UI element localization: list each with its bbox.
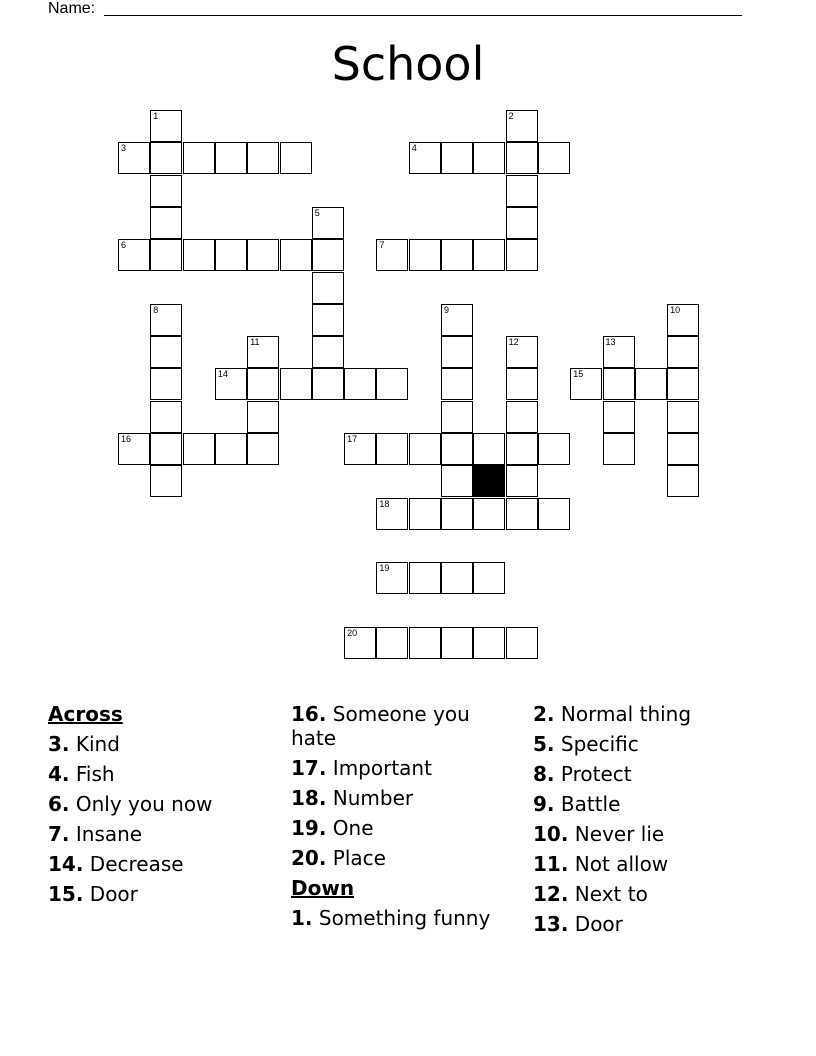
crossword-cell[interactable]: [603, 401, 635, 433]
clue-item: [291, 702, 516, 750]
crossword-cell[interactable]: [506, 627, 538, 659]
crossword-cell[interactable]: [506, 401, 538, 433]
crossword-cell[interactable]: [506, 433, 538, 465]
cell-number: 15: [573, 369, 584, 380]
clue-text: Door: [89, 882, 138, 906]
crossword-cell[interactable]: [409, 498, 441, 530]
clue-text: Never lie: [574, 822, 665, 846]
clue-text: Specific: [560, 732, 639, 756]
cell-number: 10: [670, 304, 681, 315]
crossword-cell[interactable]: [376, 627, 408, 659]
cell-number: 2: [508, 111, 514, 121]
crossword-cell[interactable]: [667, 368, 699, 400]
clue-item: [291, 756, 516, 780]
crossword-cell[interactable]: [376, 498, 408, 530]
cell-number: 5: [314, 207, 320, 218]
cell-number: 4: [411, 143, 417, 154]
cell-number: 11: [250, 337, 260, 348]
cell-number: 17: [347, 434, 358, 444]
clue-number: 8.: [533, 762, 555, 786]
crossword-cell[interactable]: [376, 433, 408, 465]
crossword-cell[interactable]: [473, 627, 505, 659]
cell-number: 18: [379, 498, 390, 509]
crossword-cell[interactable]: [150, 368, 182, 400]
name-label: Name:: [48, 0, 96, 17]
crossword-cell[interactable]: [506, 498, 538, 530]
crossword-cell[interactable]: [473, 498, 505, 530]
crossword-cell[interactable]: [312, 368, 344, 400]
clue-item: [291, 786, 516, 810]
cell-number: 20: [347, 627, 358, 638]
clue-item: [533, 732, 758, 756]
clue-number: 6.: [48, 792, 70, 816]
clue-number: 11.: [533, 852, 569, 876]
crossword-cell[interactable]: [183, 142, 215, 174]
crossword-cell[interactable]: [441, 142, 473, 174]
clue-item: [291, 846, 516, 870]
crossword-cell[interactable]: [441, 433, 473, 465]
clue-item: [48, 762, 273, 786]
crossword-cell[interactable]: [344, 627, 376, 659]
crossword-cell[interactable]: [506, 239, 538, 271]
crossword-cell[interactable]: [183, 433, 215, 465]
crossword-cell[interactable]: [247, 336, 279, 368]
clue-item: [533, 792, 758, 816]
clue-number: 19.: [291, 816, 327, 840]
crossword-cell[interactable]: [603, 433, 635, 465]
clue-item: [533, 882, 758, 906]
clue-text: One: [332, 816, 374, 840]
crossword-cell[interactable]: [150, 175, 182, 207]
cell-number: 19: [379, 563, 390, 574]
crossword-cell[interactable]: [150, 304, 182, 336]
clue-text: Door: [574, 912, 623, 936]
crossword-cell[interactable]: [150, 142, 182, 174]
crossword-cell[interactable]: [409, 562, 441, 594]
crossword-cell[interactable]: [215, 142, 247, 174]
crossword-cell[interactable]: [409, 142, 441, 174]
crossword-cell[interactable]: [667, 465, 699, 497]
clue-number: 9.: [533, 792, 555, 816]
down-heading: Down: [291, 876, 355, 900]
clue-text: Normal thing: [560, 702, 692, 726]
clue-number: 4.: [48, 762, 70, 786]
crossword-cell[interactable]: [667, 304, 699, 336]
crossword-cell[interactable]: [150, 239, 182, 271]
crossword-cell[interactable]: [441, 304, 473, 336]
crossword-cell[interactable]: [473, 562, 505, 594]
clue-item: [48, 792, 273, 816]
clue-text: Kind: [75, 732, 120, 756]
crossword-cell[interactable]: [441, 498, 473, 530]
clue-text: Only you now: [75, 792, 213, 816]
crossword-cell[interactable]: [603, 336, 635, 368]
clue-number: 1.: [291, 906, 313, 930]
crossword-cell[interactable]: [215, 433, 247, 465]
clue-item: [48, 732, 273, 756]
clue-number: 3.: [48, 732, 70, 756]
clue-number: 2.: [533, 702, 555, 726]
cell-number: 8: [153, 304, 159, 315]
clue-number: 12.: [533, 882, 569, 906]
cell-number: 14: [217, 369, 228, 380]
crossword-cell[interactable]: [247, 142, 279, 174]
crossword-cell[interactable]: [183, 239, 215, 271]
cell-number: 6: [121, 240, 127, 251]
cell-number: 1: [153, 111, 159, 121]
crossword-cell[interactable]: [312, 272, 344, 304]
clue-item: [533, 702, 758, 726]
crossword-cell[interactable]: [118, 239, 150, 271]
crossword-cell[interactable]: [635, 368, 667, 400]
crossword-cell[interactable]: [441, 401, 473, 433]
crossword-cell[interactable]: [538, 498, 570, 530]
across-heading: Across: [48, 702, 123, 726]
crossword-cell[interactable]: [473, 142, 505, 174]
crossword-cell[interactable]: [118, 142, 150, 174]
crossword-cell[interactable]: [376, 239, 408, 271]
crossword-cell[interactable]: [506, 336, 538, 368]
clue-number: 18.: [291, 786, 327, 810]
crossword-cell[interactable]: [376, 368, 408, 400]
clue-text: Place: [332, 846, 386, 870]
crossword-cell[interactable]: [247, 401, 279, 433]
clue-text: Battle: [560, 792, 621, 816]
clue-number: 16.: [291, 702, 327, 726]
crossword-cell[interactable]: [409, 433, 441, 465]
clue-text: Not allow: [574, 852, 669, 876]
crossword-cell[interactable]: [215, 368, 247, 400]
clue-text: Fish: [75, 762, 115, 786]
crossword-cell[interactable]: [344, 433, 376, 465]
crossword-cell[interactable]: [441, 562, 473, 594]
crossword-cell[interactable]: [150, 336, 182, 368]
clue-number: 15.: [48, 882, 84, 906]
crossword-cell[interactable]: [538, 142, 570, 174]
crossword-cell[interactable]: [506, 465, 538, 497]
crossword-cell[interactable]: [150, 401, 182, 433]
crossword-cell[interactable]: [506, 142, 538, 174]
crossword-cell[interactable]: [506, 207, 538, 239]
clue-item: [48, 882, 273, 906]
crossword-cell[interactable]: [667, 336, 699, 368]
crossword-cell[interactable]: [538, 433, 570, 465]
crossword-cell[interactable]: [473, 433, 505, 465]
crossword-cell[interactable]: [441, 368, 473, 400]
clue-text: Insane: [75, 822, 143, 846]
clue-item: [533, 852, 758, 876]
crossword-cell[interactable]: [473, 239, 505, 271]
clue-column-1: [48, 702, 273, 912]
crossword-cell[interactable]: [312, 336, 344, 368]
clue-text: Something funny: [318, 906, 491, 930]
crossword-cell[interactable]: [441, 239, 473, 271]
cell-number: 16: [121, 434, 132, 444]
clue-number: 20.: [291, 846, 327, 870]
clue-column-2: [291, 702, 516, 936]
clue-text: Decrease: [89, 852, 184, 876]
clue-item: [533, 762, 758, 786]
crossword-cell[interactable]: [215, 239, 247, 271]
crossword-cell[interactable]: [312, 239, 344, 271]
crossword-cell[interactable]: [667, 433, 699, 465]
crossword-cell[interactable]: [150, 207, 182, 239]
crossword-cell[interactable]: [312, 304, 344, 336]
cell-number: 3: [121, 143, 127, 154]
crossword-cell[interactable]: [667, 401, 699, 433]
clue-number: 5.: [533, 732, 555, 756]
clue-column-3: [533, 702, 758, 942]
crossword-cell[interactable]: [150, 465, 182, 497]
clue-item: [533, 822, 758, 846]
crossword-cell[interactable]: [506, 368, 538, 400]
page-title: School: [331, 37, 485, 91]
crossword-cell[interactable]: [344, 368, 376, 400]
clue-text: Protect: [560, 762, 632, 786]
crossword-cell[interactable]: [570, 368, 602, 400]
crossword-cell[interactable]: [506, 175, 538, 207]
clue-text: Important: [332, 756, 432, 780]
crossword-cell[interactable]: [409, 239, 441, 271]
crossword-cell[interactable]: [247, 239, 279, 271]
clue-item: [48, 852, 273, 876]
crossword-cell[interactable]: [506, 110, 538, 142]
crossword-cell[interactable]: [441, 336, 473, 368]
clue-item: [291, 816, 516, 840]
crossword-block-cell: [473, 465, 505, 497]
clue-text: Number: [332, 786, 414, 810]
clue-item: [533, 912, 758, 936]
crossword-cell[interactable]: [150, 110, 182, 142]
crossword-cell[interactable]: [441, 465, 473, 497]
crossword-cell[interactable]: [312, 207, 344, 239]
crossword-cell[interactable]: [247, 368, 279, 400]
cell-number: 7: [379, 240, 385, 251]
cell-number: 13: [605, 337, 616, 348]
clue-item: [291, 906, 516, 930]
clue-number: 13.: [533, 912, 569, 936]
crossword-cell[interactable]: [441, 627, 473, 659]
clue-number: 10.: [533, 822, 569, 846]
crossword-cell[interactable]: [280, 368, 312, 400]
cell-number: 12: [508, 337, 519, 348]
clue-text: Someone you hate: [291, 702, 470, 750]
clue-number: 14.: [48, 852, 84, 876]
clue-number: 17.: [291, 756, 327, 780]
crossword-cell[interactable]: [118, 433, 150, 465]
crossword-cell[interactable]: [247, 433, 279, 465]
crossword-cell[interactable]: [409, 627, 441, 659]
crossword-cell[interactable]: [603, 368, 635, 400]
clue-item: [48, 822, 273, 846]
crossword-cell[interactable]: [280, 239, 312, 271]
crossword-cell[interactable]: [376, 562, 408, 594]
clue-text: Next to: [574, 882, 648, 906]
crossword-cell[interactable]: [280, 142, 312, 174]
clue-number: 7.: [48, 822, 70, 846]
cell-number: 9: [444, 304, 450, 315]
crossword-cell[interactable]: [150, 433, 182, 465]
